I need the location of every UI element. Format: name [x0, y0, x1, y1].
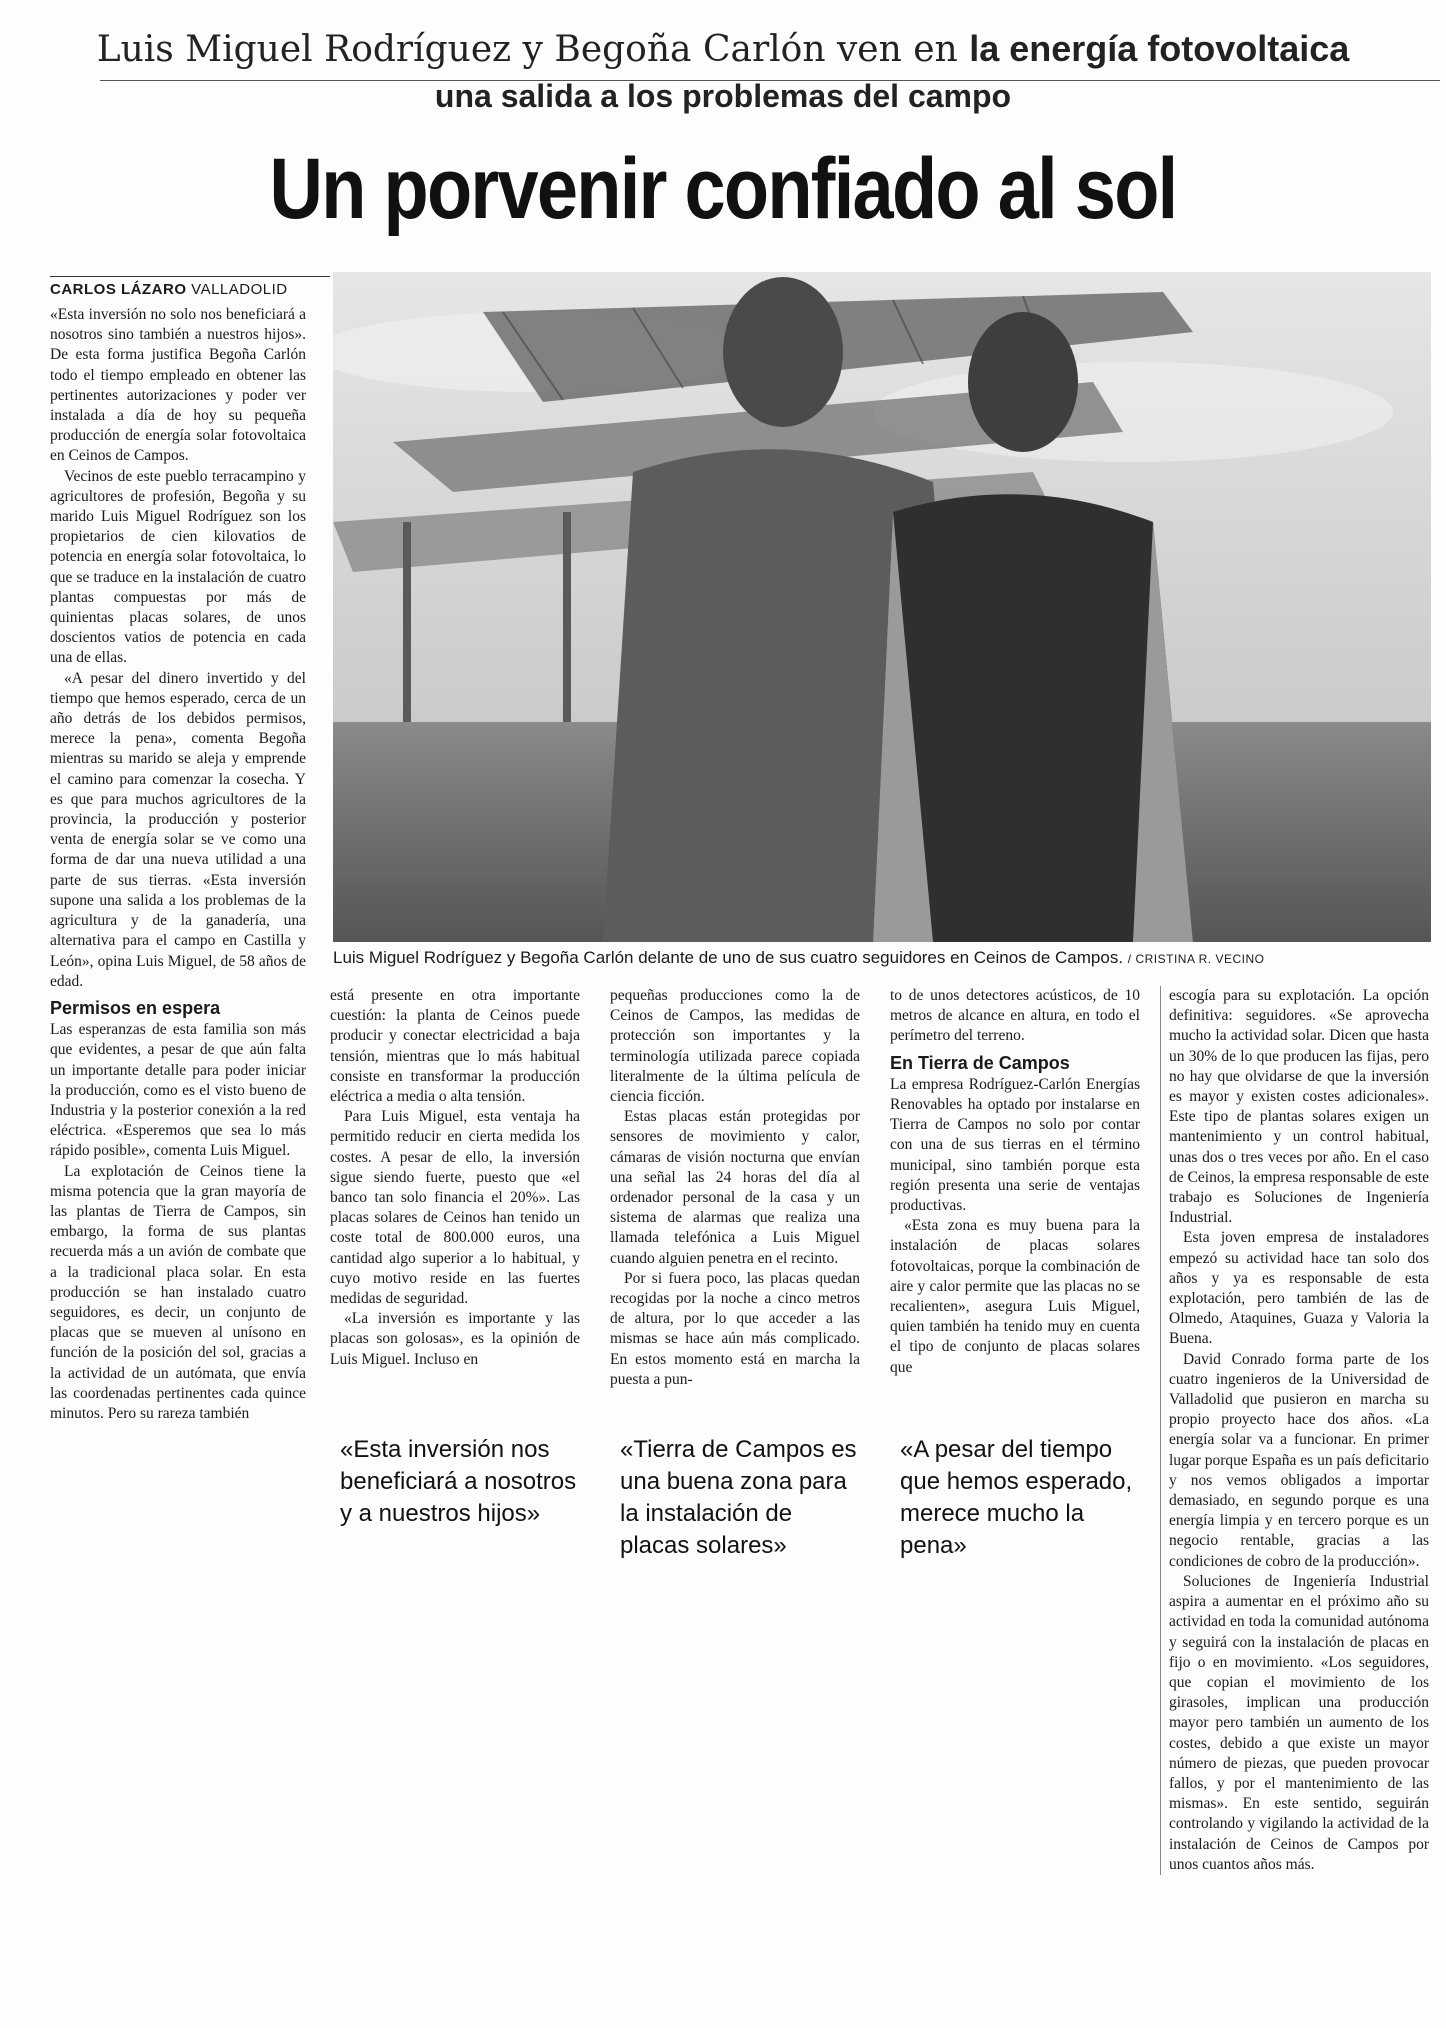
byline-place: VALLADOLID: [191, 281, 288, 298]
paragraph: La empresa Rodríguez-Carlón Energías Renovables ha optado por instalarse en Tierra de Campos no solo por contar con una de sus tierras en el término municipal, sino también porque esta región presenta una serie de ventajas productivas.: [890, 1075, 1140, 1215]
kicker-bold: la energía fotovoltaica: [969, 28, 1350, 69]
headline: Un porvenir confiado al sol: [269, 141, 1177, 237]
paragraph: Estas placas están protegidas por sensores de movimiento y calor, cámaras de visión nocturna que envían una señal las 24 horas del día al ordenador personal de la casa y un sistema de alarmas que realiza una llamada telefónica a Luis Miguel cuando alguien penetra en el recinto.: [610, 1108, 860, 1267]
kicker-line-1: [0, 28, 1446, 70]
paragraph: «La inversión es importante y las placas son golosas», es la opinión de Luis Miguel. Incluso en: [330, 1310, 580, 1368]
pull-quote: «Tierra de Campos es una buena zona para la instalación de placas solares»: [620, 1436, 857, 1559]
pull-quote: «Esta inversión nos beneficiará a nosotros y a nuestros hijos»: [340, 1436, 577, 1527]
kicker-line-2: una salida a los problemas del campo: [434, 78, 1012, 114]
pull-quote: «A pesar del tiempo que hemos esperado, merece mucho la pena»: [900, 1436, 1133, 1559]
subheading: En Tierra de Campos: [890, 1052, 1070, 1073]
paragraph: David Conrado forma parte de los cuatro ingenieros de la Universidad de Valladolid que pusieron en marcha su propio proyecto hace dos años. «La energía solar va a funcionar. En primer lugar porque España es un país deficitario y nos vemos obligados a importar demasiado, en segundo porque es una energía limpia y en tercero porque es un negocio rentable, gracias a las condiciones de cobro de la producción».: [1169, 1350, 1429, 1570]
photo-credit: / CRISTINA R. VECINO: [1127, 952, 1265, 966]
caption-text: Luis Miguel Rodríguez y Begoña Carlón delante de uno de sus cuatro seguidores en Ceinos de Campos.: [333, 948, 1124, 967]
paragraph: La explotación de Ceinos tiene la misma potencia que la gran mayoría de las plantas de Tierra de Campos, sin embargo, la forma de sus plantas recuerda más a un avión de combate que a la tradicional placa solar. En esta producción se han instalado cuatro seguidores, es decir, un conjunto de placas que se mueven al unísono en función de la posición del sol, gracias a la actividad de un autómata, que envía las coordenadas pertinentes cada quince minutos. Pero su rareza también: [50, 1162, 306, 1422]
column-5: [1160, 986, 1429, 1875]
byline-author: CARLOS LÁZARO: [50, 281, 187, 298]
paragraph: «A pesar del dinero invertido y del tiempo que hemos esperado, cerca de un año detrás de los debidos permisos, merece la pena», comenta Begoña mientras su marido se aleja y emprende el camino para comenzar la cosecha. Y es que para muchos agricultores de la provincia, la producción y posterior venta de energía solar se ve como una forma de dar una nueva utilidad a una parte de sus tierras. «Esta inversión supone una salida a los problemas de la agricultura y de la ganadería, una alternativa para el campo en Castilla y León», opina Luis Miguel, de 58 años de edad.: [50, 669, 306, 990]
paragraph: escogía para su explotación. La opción definitiva: seguidores. «Se aprovecha mucho la actividad solar. Dicen que hasta un 30% de lo que producen las fijas, pero no hay que olvidarse de que la inversión es mayor y existen costes adicionales». Este tipo de plantas solares exigen un mantenimiento y un control habitual, unas dos o tres veces por año. En el caso de Ceinos, la empresa responsable de este trabajo es Soluciones de Ingeniería Industrial.: [1169, 987, 1429, 1227]
paragraph: Para Luis Miguel, esta ventaja ha permitido reducir en cierta medida los costes. A pesar de ello, la inversión sigue siendo fuerte, puesto que «el banco tan solo financia el 20%». Las placas solares de Ceinos han tenido un coste total de 800.000 euros, una cantidad algo superior a lo habitual, y cuyo motivo reside en las fuertes medidas de seguridad.: [330, 1108, 580, 1308]
column-3: [610, 986, 860, 1390]
article-photo: [333, 272, 1431, 942]
photo-illustration: [333, 272, 1431, 942]
kicker-pre: Luis Miguel Rodríguez y Begoña Carlón ven en: [96, 29, 970, 70]
photo-caption: [333, 948, 1431, 968]
paragraph: Las esperanzas de esta familia son más que evidentes, a pesar de que aún falta un importante detalle para poder iniciar la producción, como es el visto bueno de Industria y la posterior conexión a la red eléctrica. «Esperemos que sea lo más rápido posible», comenta Luis Miguel.: [50, 1021, 306, 1160]
column-2: [330, 986, 580, 1370]
paragraph: «Esta inversión no solo nos beneficiará a nosotros sino también a nuestros hijos». De esta forma justifica Begoña Carlón todo el tiempo empleado en obtener las pertinentes autorizaciones y poder ver instalada a día de hoy su pequeña producción de energía solar fotovoltaica en Ceinos de Campos.: [50, 306, 306, 465]
column-4: [890, 986, 1140, 1378]
byline: [50, 276, 330, 298]
paragraph: Soluciones de Ingeniería Industrial aspira a aumentar en el próximo año su actividad en toda la comunidad autónoma y seguirá con la instalación de placas en fijo o en movimiento. «Los seguidores, que copian el movimiento de los girasoles, implican una producción mayor pero también un aumento de los costes, debido a que existe un mayor número de piezas, que pueden provocar fallos, y por el mantenimiento de las mismas». En este sentido, seguirán controlando y vigilando la actividad de la instalación de Ceinos de Campos por unos cuantos años más.: [1169, 1572, 1429, 1873]
paragraph: Vecinos de este pueblo terracampino y agricultores de profesión, Begoña y su marido Luis Miguel Rodríguez son los propietarios de cien kilovatios de potencia en energía solar fotovoltaica, lo que se traduce en la instalación de cuatro plantas compuestas por más de quinientas placas solares, de unos doscientos vatios de potencia en cada una de ellas.: [50, 467, 306, 667]
paragraph: «Esta zona es muy buena para la instalación de placas solares fotovoltaicas, porque la combinación de aire y calor permite que las placas no se recalienten», asegura Luis Miguel, quien también ha tenido muy en cuenta el tipo de conjunto de placas solares que: [890, 1217, 1140, 1376]
column-1: [50, 305, 306, 1424]
paragraph: Por si fuera poco, las placas quedan recogidas por la noche a cinco metros de altura, por lo que acceder a las mismas se hace aún más complicado. En estos momento está en marcha la puesta a pun-: [610, 1269, 860, 1388]
paragraph: está presente en otra importante cuestión: la planta de Ceinos puede producir y conectar electricidad a baja tensión, mientras que lo más habitual consiste en transformar la producción eléctrica a media o alta tensión.: [330, 987, 580, 1106]
subheading: Permisos en espera: [50, 997, 221, 1018]
paragraph: Esta joven empresa de instaladores empezó su actividad hace tan solo dos años y ya es responsable de esta explotación, pero también de las de Olmedo, Ataquines, Guaza y Valoria la Buena.: [1169, 1229, 1429, 1348]
paragraph: to de unos detectores acústicos, de 10 metros de alcance en altura, en todo el perímetro del terreno.: [890, 987, 1140, 1045]
paragraph: pequeñas producciones como la de Ceinos de Campos, las medidas de protección son importantes y la terminología utilizada parece copiada literalmente de la última película de ciencia ficción.: [610, 987, 860, 1106]
